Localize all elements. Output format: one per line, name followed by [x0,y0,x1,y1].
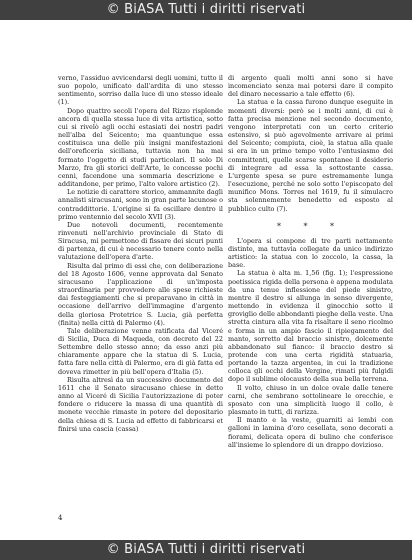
paragraph: di argento quali molti anni sono si have incomenciato senza mai potersi dare il compito del dinaro necessario a tale effetto (6). [228,74,393,99]
paragraph: verno, l'assiduo avvicendarsi degli uomini, tutto il suo popolo, unificato dall'ardita di uno stesso sentimento, sorriso dalla luce di uno stesso ideale (1). [58,74,223,107]
document-page [0,20,412,540]
paragraph: Dopo quattro secoli l'opera del Rizzo risplende ancora di quella stessa luce di vita artistica, sotto cui si rivelò agli occhi estasiati dei nostri padri nell'alba del Seicento; ma quantunque essa costituisca una delle più insigni manifestazioni dell'oreficeria siciliana, tuttavia non ha mai formato l'oggetto di studi particolari. Il solo Di Marzo, fra gli storici dell'Arte, le concesse pochi cenni, facendone una sommaria descrizione e additandone, per primo, l'alto valore artistico (2). [58,106,223,189]
paragraph: Due notevoli documenti, recentemente rinvenuti nell'archivio provinciale di Stato di Siracusa, mi permettono di fissare dei sicuri punti di partenza, di cui è necessario tenere conto nella valutazione dell'opera d'arte. [58,220,223,262]
paragraph: La statua e la cassa furono dunque eseguite in momenti diversi: però se i molti anni, di cui è fatta precisa menzione nel secondo documento, vengono interpretati con un certo criterio estensivo, si può agevolmente arrivare ai primi del Seicento; compiuta, cioè, la statua alla quale si era in un primo tempo volto l'entusiasmo dei committenti, quelle scarse spontanee il desiderio di integrare ad essa la sottostante cassa. L'urgente spesa se pure estremamente lunga l'esecuzione, perché ne solo sotto l'episcopato del munifico Mons. Torres nel 1619, fu il simulacro sta solennemente benedetto ed esposto al pubblico culto (7). [228,98,393,213]
watermark-top: © BiASA Tutti i diritti riservati [0,0,412,20]
paragraph: L'opera si compone di tre parti nettamente distinte, ma tuttavia collegate da unico indirizzo artistico: la statua con lo zoccolo, la cassa, la base. [228,236,393,270]
section-separator: * * * [276,221,345,231]
paragraph: Il manto e la veste, guarniti ai lembi con galloni in lamina d'oro cesellata, sono decorati a fiorami, delicata opera di bulino che conferisce all'insieme lo splendore di un drappo dovizioso. [228,416,393,449]
paragraph: Risulta altresì da un successivo documento del 1611 che il Senato siracusano chiese in detto anno al Viceré di Sicilia l'autorizzazione di poter fondere o riducere la massa di una quantità di monete vecchie rimaste in potere del depositario della chiesa di S. Lucia ad effetto di fabbricarsi et finirsi una cascia (cassa) [58,375,223,433]
paragraph: Risulta dal primo di essi che, con deliberazione del 18 Agosto 1606, venne approvata dal Senato siracusano l'applicazione di un'imposta straordinaria per provvedere alle spese richieste dai festeggiamenti che si preparavano in città in occasione dell'arrivo dell'immagine d'argento della gloriosa Protetrice S. Lucia, già perfetta (finita) nella città di Palermo (4). [58,261,223,327]
page-number: 4 [58,514,63,522]
watermark-bottom: © BiASA Tutti i diritti riservati [0,540,412,560]
paragraph: Tale deliberazione venne ratificata dal Viceré di Sicilia, Duca di Maqueda, con decreto del 22 Settembre dello stesso anno; da esso anzi più chiaramente appare che la statua di S. Lucia, fatta fare nella città di Palermo, era di già fatta ed doveva rimetter in più bell'opera d'Italia (5). [58,326,223,376]
paragraph: Il volto, chiuso in un dolce ovale dalle tenere carni, che sembrano sottolineare le orecchie, e sposato con una simplicità luogo il collo, è plasmato in tutti, di rarizza. [228,383,393,417]
paragraph: Le notizie di carattere storico, ammannite dagli annalisti siracusani, sono in gran parte lacunose o contraddittorie. L'origine si fa oscillare dentro il primo ventennio del secolo XVII (3). [58,188,223,221]
right-column [228,74,393,449]
paragraph: La statua è alta m. 1,56 (fig. 1); l'espressione poetissica rigida della persona è appena modulata da una tenue inflessione del piede sinistro, mentre il destro si allunga in senso divergente, mettendo in evidenza il ginocchio sotto il groviglio delle abbondanti pieghe della veste. Una stretta cintura alla vita fa risaltare il seno ricolmo e forma in un ampio fascio il ripiegamento del manto, sorretto dal braccio sinistro, dolcemente abbandonato sul fianco: il braccio destro si protende con una certa rigidità statuaria, portando la tazza argentea, in cui la tradizione colloca gli occhi della Vergine, rimati più fulgidi dopo il sublime olocausto della sua bella terrena. [228,269,393,384]
left-column [58,74,223,433]
